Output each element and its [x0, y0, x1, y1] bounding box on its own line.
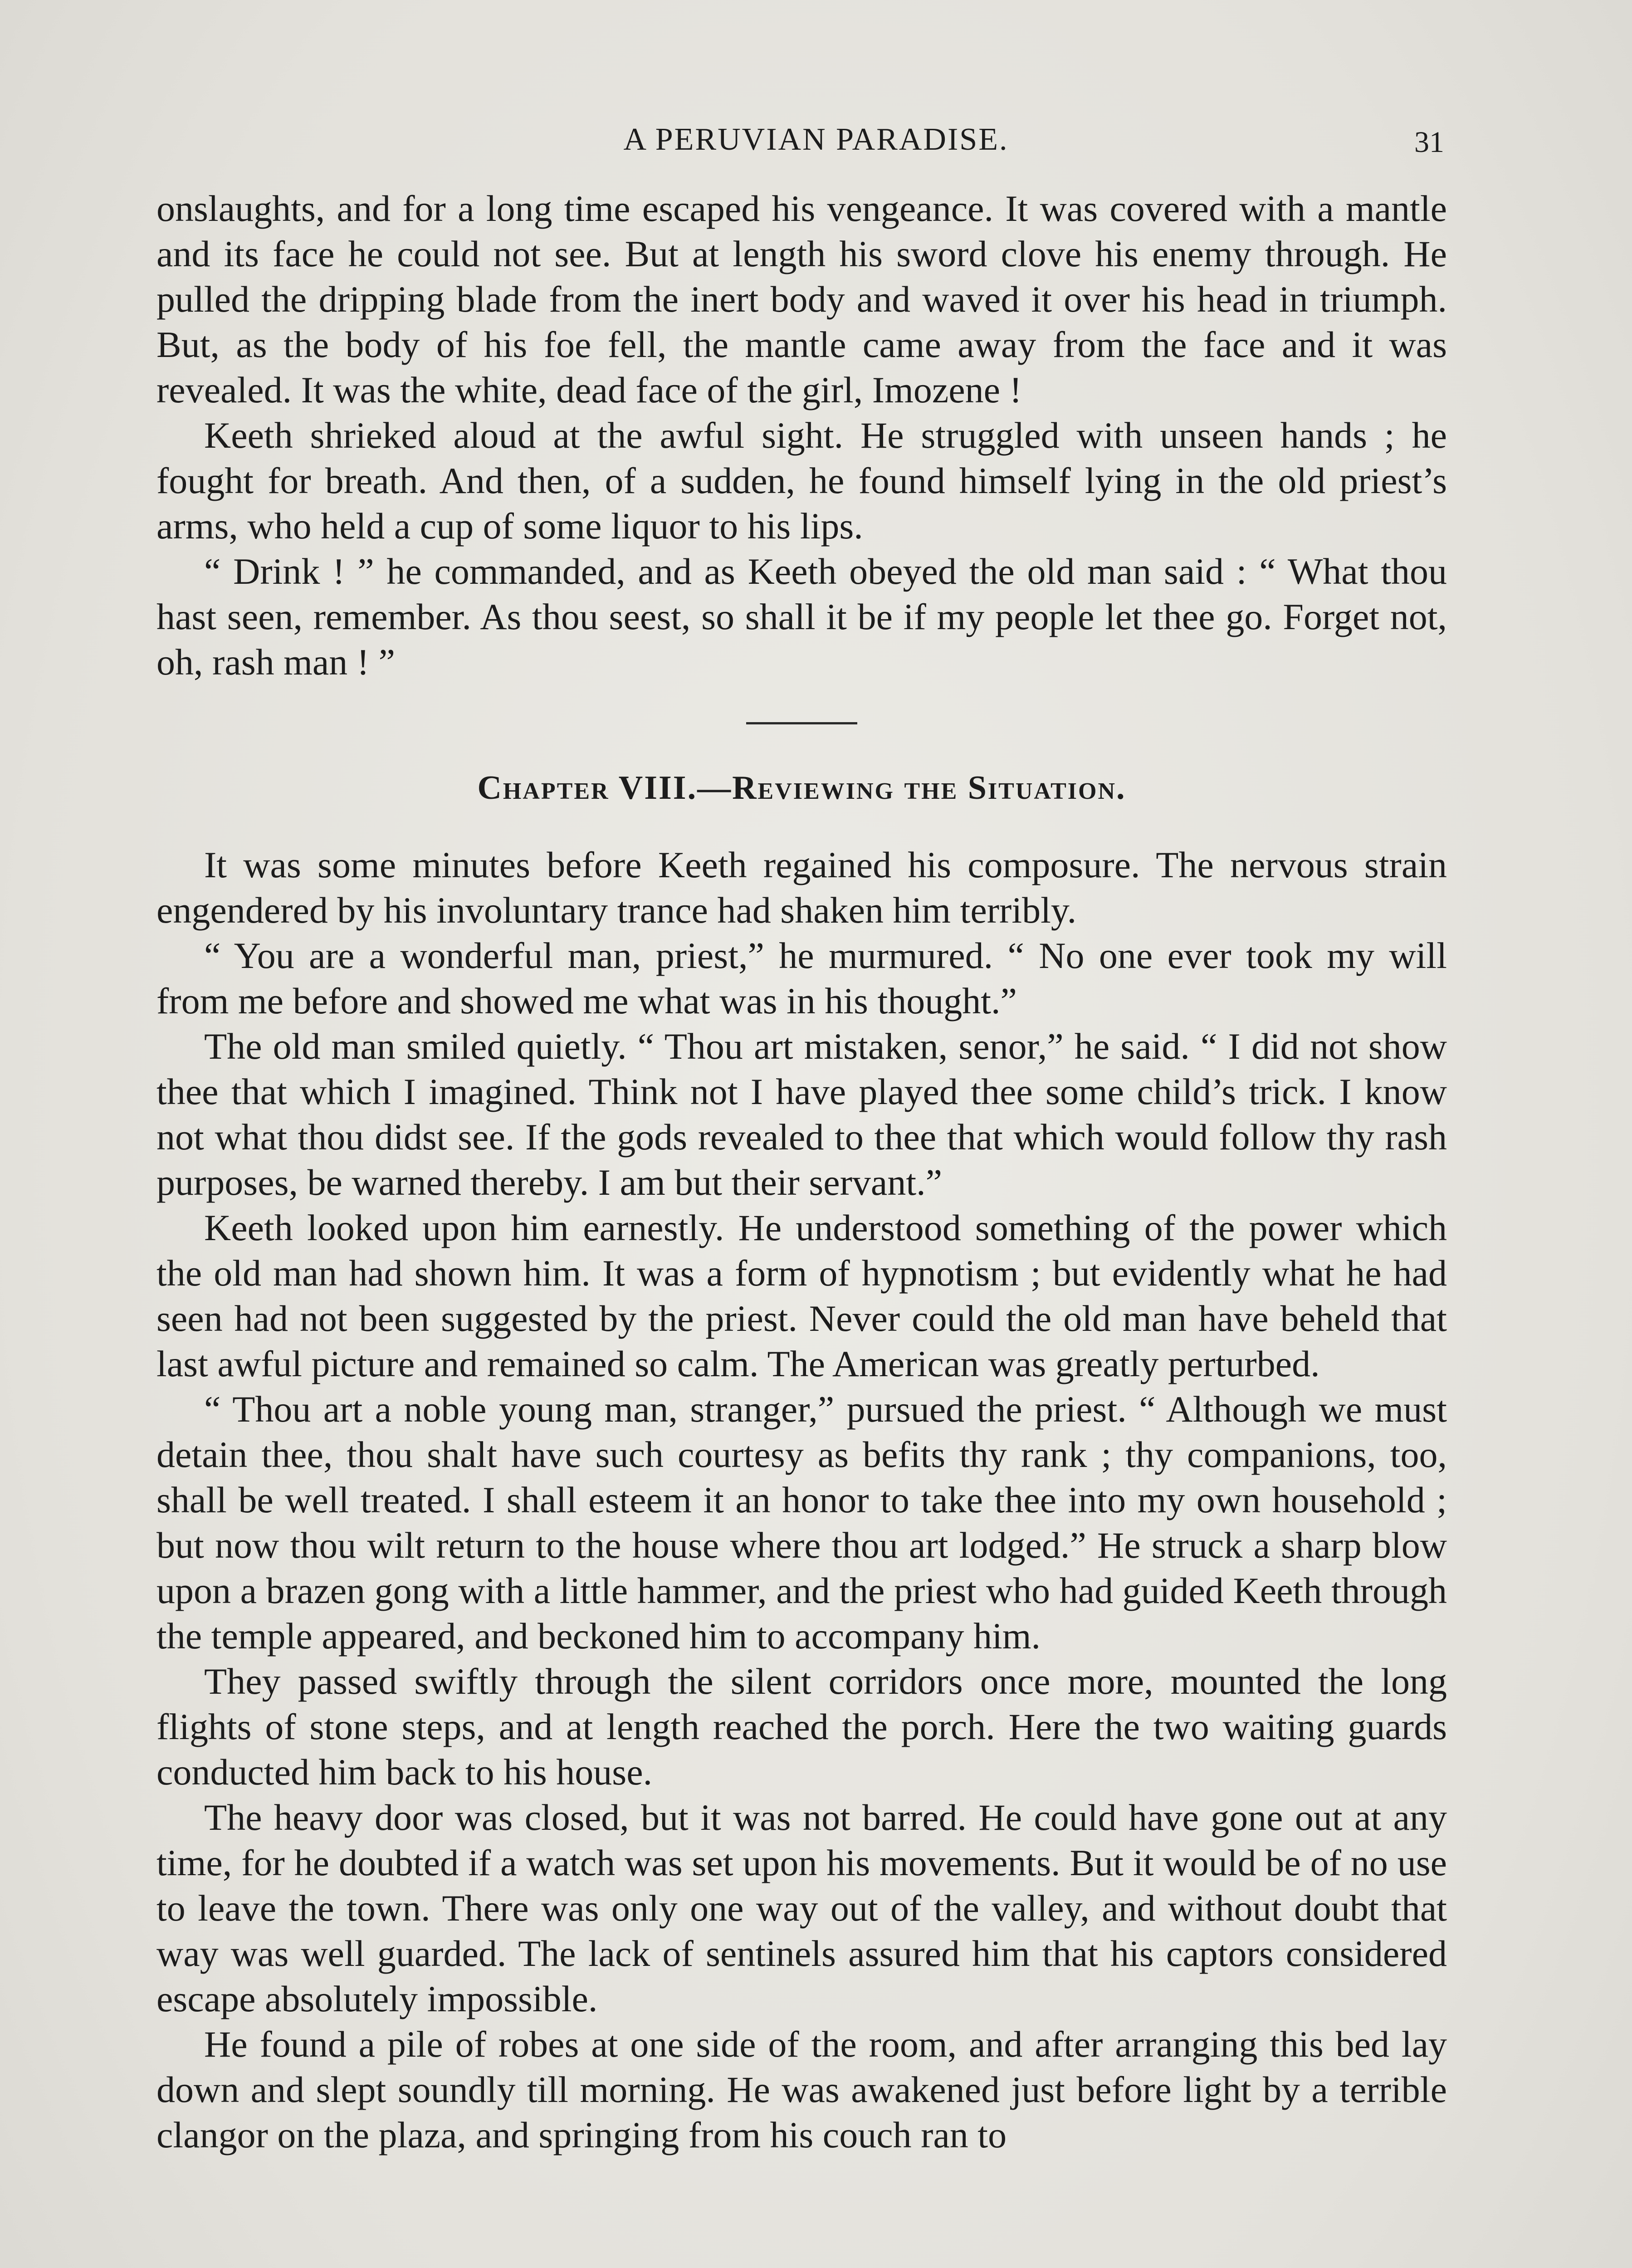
paragraph: “ You are a wonderful man, priest,” he murmured. “ No one ever took my will from me before and showed me what was in his thought.” — [156, 935, 1447, 1022]
paragraph: onslaughts, and for a long time escaped his vengeance. It was covered with a mantle and its face he could not see. But at length his sword clove his enemy through. He pulled the dripping blade from the inert body and waved it over his head in triumph. But, as the body of his foe fell, the mantle came away from the face and it was revealed. It was the white, dead face of the girl, Imozene ! — [156, 188, 1447, 411]
paragraph: He found a pile of robes at one side of the room, and after arranging this bed lay down and slept soundly till morning. He was awakened just before light by a terrible clangor on the plaza, and springing from his couch ran to — [156, 2024, 1447, 2156]
text-column — [156, 186, 1447, 2158]
chapter-heading: Chapter VIII.—Reviewing the Situation. — [477, 769, 1126, 807]
page-header — [0, 122, 1632, 176]
paragraph: Keeth shrieked aloud at the awful sight. He struggled with unseen hands ; he fought for breath. And then, of a sudden, he found himself lying in the old priest’s arms, who held a cup of some liquor to his lips. — [156, 415, 1447, 547]
section-divider — [746, 722, 857, 724]
page-number: 31 — [1414, 126, 1444, 159]
paragraph: It was some minutes before Keeth regained his composure. The nervous strain engendered by his involuntary trance had shaken him terribly. — [156, 844, 1447, 931]
paragraph: The heavy door was closed, but it was not barred. He could have gone out at any time, for he doubted if a watch was set upon his movements. But it would be of no use to leave the town. There was only one way out of the valley, and without doubt that way was well guarded. The lack of sentinels assured him that his captors considered escape absolutely impossible. — [156, 1797, 1447, 2019]
paragraph: “ Drink ! ” he commanded, and as Keeth obeyed the old man said : “ What thou hast seen, remember. As thou seest, so shall it be if my people let thee go. Forget not, oh, rash man ! ” — [156, 551, 1447, 683]
paragraph: The old man smiled quietly. “ Thou art mistaken, senor,” he said. “ I did not show thee that which I imagined. Think not I have played thee some child’s trick. I know not what thou didst see. If the gods revealed to thee that which would follow thy rash purposes, be warned thereby. I am but their servant.” — [156, 1026, 1447, 1203]
running-title: A PERUVIAN PARADISE. — [623, 122, 1009, 157]
paragraph: “ Thou art a noble young man, stranger,” pursued the priest. “ Although we must detain thee, thou shalt have such courtesy as befits thy rank ; thy companions, too, shall be well treated. I shall esteem it an honor to take thee into my own household ; but now thou wilt return to the house where thou art lodged.” He struck a sharp blow upon a brazen gong with a little hammer, and the priest who had guided Keeth through the temple appeared, and beckoned him to accompany him. — [156, 1388, 1447, 1657]
paragraph: Keeth looked upon him earnestly. He understood something of the power which the old man had shown him. It was a form of hypnotism ; but evidently what he had seen had not been suggested by the priest. Never could the old man have beheld that last awful picture and remained so calm. The American was greatly perturbed. — [156, 1207, 1447, 1384]
paragraph: They passed swiftly through the silent corridors once more, mounted the long flights of stone steps, and at length reached the porch. Here the two waiting guards conducted him back to his house. — [156, 1661, 1447, 1793]
